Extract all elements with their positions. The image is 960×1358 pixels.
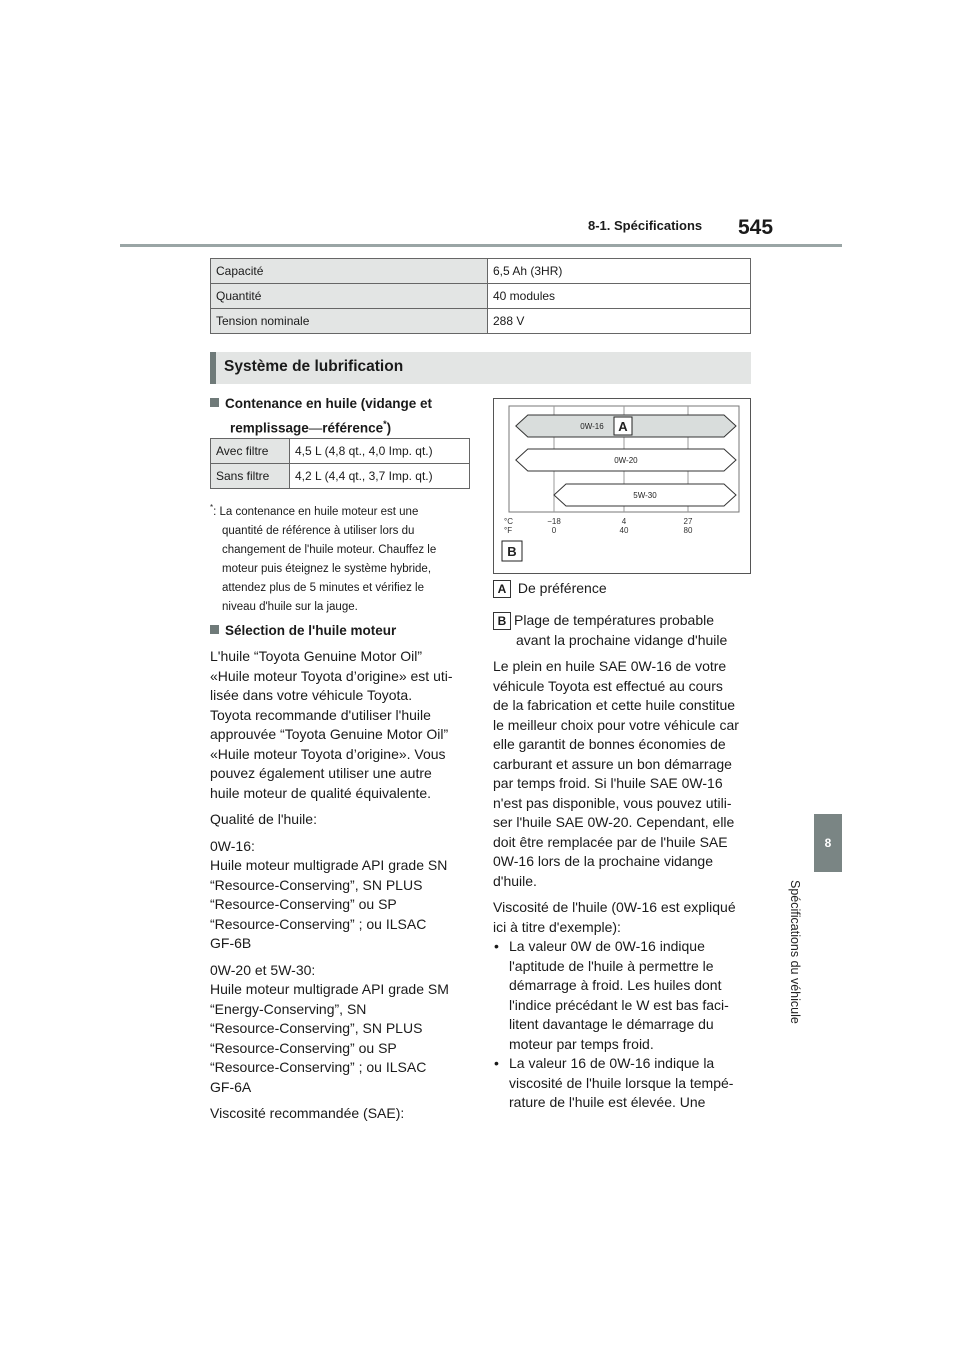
text-line: “Energy-Conserving”, SN [210, 1000, 367, 1017]
badge-a-letter: A [618, 419, 628, 434]
text-line: doit être remplacée par de l'huile SAE [493, 833, 728, 850]
chapter-title-vertical [786, 880, 802, 1080]
text-line: lisée dans votre véhicule Toyota. [210, 687, 413, 703]
tick-label-c: −18 [547, 517, 561, 526]
grade-label: 0W-20 [614, 456, 638, 465]
footnote-line: : La contenance en huile moteur est une [213, 505, 419, 518]
table-row [211, 439, 470, 464]
tick-label-f: 80 [683, 526, 693, 535]
legend-b-text: avant la prochaine vidange d'huile [516, 632, 728, 648]
paragraph-1 [493, 657, 755, 891]
table-value: 288 V [488, 309, 751, 334]
quality-label: Qualité de l'huile: [210, 811, 317, 827]
text-line: 0W-16: [210, 837, 255, 854]
heading-text: Sélection de l'huile moteur [225, 623, 397, 638]
text-line: «Huile moteur Toyota d’origine». Vous [210, 745, 446, 762]
text-line: l'aptitude de l'huile à permettre le [509, 957, 714, 974]
table-row [211, 309, 751, 334]
legend-b [493, 610, 727, 650]
legend-a-text: De préférence [517, 580, 607, 596]
oil-capacity-heading [210, 393, 480, 439]
footnote-line: niveau d'huile sur la jauge. [222, 600, 358, 613]
unit-f-label: °F [504, 526, 513, 535]
heading-line: Contenance en huile (vidange et [225, 396, 433, 411]
footnote [210, 498, 480, 617]
text-line: GF-6A [210, 1078, 252, 1095]
table-label: Avec filtre [211, 439, 290, 464]
text-line: ici à titre d'exemple): [493, 918, 621, 935]
right-column-body [493, 657, 755, 1113]
text-line: ser l'huile SAE 0W-20. Cependant, elle [493, 814, 735, 830]
text-line: “Resource-Conserving” ; ou ILSAC [210, 1059, 427, 1075]
oil-capacity-table [210, 438, 470, 489]
text-line: «Huile moteur Toyota d’origine» est uti- [210, 667, 453, 684]
list-item [493, 1054, 755, 1113]
text-line: carburant et assure un bon démarrage [493, 755, 732, 772]
text-line: • La valeur 16 de 0W-16 indique la [509, 1055, 715, 1071]
text-line: Le plein en huile SAE 0W-16 de votre [493, 658, 727, 674]
footnote-line: moteur puis éteignez le système hybride, [222, 562, 432, 575]
oil-selection-body [210, 647, 482, 1124]
bullet-list [493, 937, 755, 1113]
text-line: “Resource-Conserving” ou SP [210, 1039, 397, 1056]
text-line: Toyota recommande d'utiliser l'huile [210, 706, 431, 723]
table-value: 40 modules [488, 284, 751, 309]
text-line: 0W-16 lors de la prochaine vidange [493, 853, 713, 869]
unit-c-label: °C [504, 517, 513, 526]
heading-close: ) [386, 420, 392, 436]
footnote-line: quantité de référence à utiliser lors du [222, 524, 415, 537]
text-line: par temps froid. Si l'huile SAE 0W-16 [493, 775, 723, 791]
grade2-paragraph [210, 961, 482, 1098]
table-row [211, 284, 751, 309]
tick-label-c: 27 [683, 517, 693, 526]
battery-spec-table [210, 258, 751, 334]
text-line: démarrage à froid. Les huiles dont [509, 977, 722, 993]
text-line: Viscosité de l'huile (0W-16 est expliqué [493, 899, 736, 915]
table-label: Tension nominale [211, 309, 488, 334]
list-item [493, 937, 755, 1054]
text-line: GF-6B [210, 935, 252, 951]
section-heading-text: Système de lubrification [224, 358, 404, 375]
legend-a [493, 580, 607, 598]
footnote-line: attendez plus de 5 minutes et vérifiez le [222, 581, 425, 594]
text-line: Huile moteur multigrade API grade SM [210, 981, 449, 997]
section-heading-bar [210, 352, 216, 384]
text-line: elle garantit de bonnes économies de [493, 736, 726, 752]
text-line: d'huile. [493, 872, 537, 889]
heading-line: remplissage [230, 420, 309, 436]
section-heading [210, 352, 751, 384]
text-line: véhicule Toyota est effectué au cours [493, 677, 723, 694]
heading-dash: — [308, 420, 323, 436]
text-line: “Resource-Conserving”, SN PLUS [210, 1020, 423, 1036]
grade1-paragraph [210, 837, 482, 954]
tick-label-f: 40 [619, 526, 629, 535]
viscosity-diagram [493, 398, 751, 574]
text-line: n'est pas disponible, vous pouvez utili- [493, 794, 732, 811]
chapter-number: 8 [824, 836, 832, 850]
text-line: moteur par temps froid. [509, 1035, 654, 1052]
section-title-header: 8-1. Spécifications [588, 218, 703, 233]
legend-b-text: Plage de températures probable [514, 612, 715, 628]
chapter-title: Spécifications du véhicule [788, 880, 802, 1024]
table-value: 6,5 Ah (3HR) [488, 259, 751, 284]
text-line: rature de l'huile est élevée. Une [509, 1094, 706, 1110]
badge-b-letter: B [507, 544, 517, 559]
viscosity-chart-svg [494, 399, 750, 573]
table-row [211, 259, 751, 284]
text-line: “Resource-Conserving” ou SP [210, 896, 397, 912]
tick-label-c: 4 [621, 517, 627, 526]
text-line: 0W-20 et 5W-30: [210, 961, 316, 978]
grade-label: 0W-16 [580, 422, 604, 431]
legend-a-badge: A [493, 580, 511, 598]
grade-label: 5W-30 [633, 491, 657, 500]
table-label: Sans filtre [211, 464, 290, 489]
square-bullet-icon [210, 625, 219, 634]
text-line: “Resource-Conserving” ; ou ILSAC [210, 915, 427, 932]
text-line: “Resource-Conserving”, SN PLUS [210, 876, 423, 893]
text-line: le meilleur choix pour votre véhicule car [493, 716, 739, 733]
footnote-line: changement de l'huile moteur. Chauffez le [222, 543, 437, 556]
text-line: pouvez également utiliser une autre [210, 765, 432, 781]
text-line: viscosité de l'huile lorsque la tempé- [509, 1074, 734, 1091]
table-label: Capacité [211, 259, 488, 284]
text-line: approuvée “Toyota Genuine Motor Oil” [210, 726, 449, 742]
table-label: Quantité [211, 284, 488, 309]
text-line: litent davantage le démarrage du [509, 1016, 714, 1032]
table-value: 4,5 L (4,8 qt., 4,0 Imp. qt.) [290, 439, 470, 464]
header-rule [120, 244, 842, 247]
table-row [211, 464, 470, 489]
text-line: de la fabrication et cette huile constitue [493, 697, 736, 713]
text-line: huile moteur de qualité équivalente. [210, 784, 432, 801]
viscosity-label: Viscosité recommandée (SAE): [210, 1105, 405, 1121]
table-value: 4,2 L (4,4 qt., 3,7 Imp. qt.) [290, 464, 470, 489]
text-line: L'huile “Toyota Genuine Motor Oil” [210, 648, 422, 664]
footnote-star: * [210, 503, 214, 512]
text-line: Huile moteur multigrade API grade SN [210, 857, 448, 873]
text-line: • La valeur 0W de 0W-16 indique [509, 938, 705, 954]
intro-paragraph [210, 647, 482, 803]
oil-selection-heading [210, 623, 396, 638]
page-number: 545 [738, 216, 774, 239]
paragraph-2 [493, 898, 755, 937]
tick-label-f: 0 [551, 526, 557, 535]
legend-b-badge: B [493, 612, 511, 630]
heading-ref: référence [322, 420, 384, 436]
text-line: l'indice précédant le W est bas faci- [509, 996, 729, 1013]
square-bullet-icon [210, 398, 219, 407]
footnote-star: * [383, 419, 387, 429]
